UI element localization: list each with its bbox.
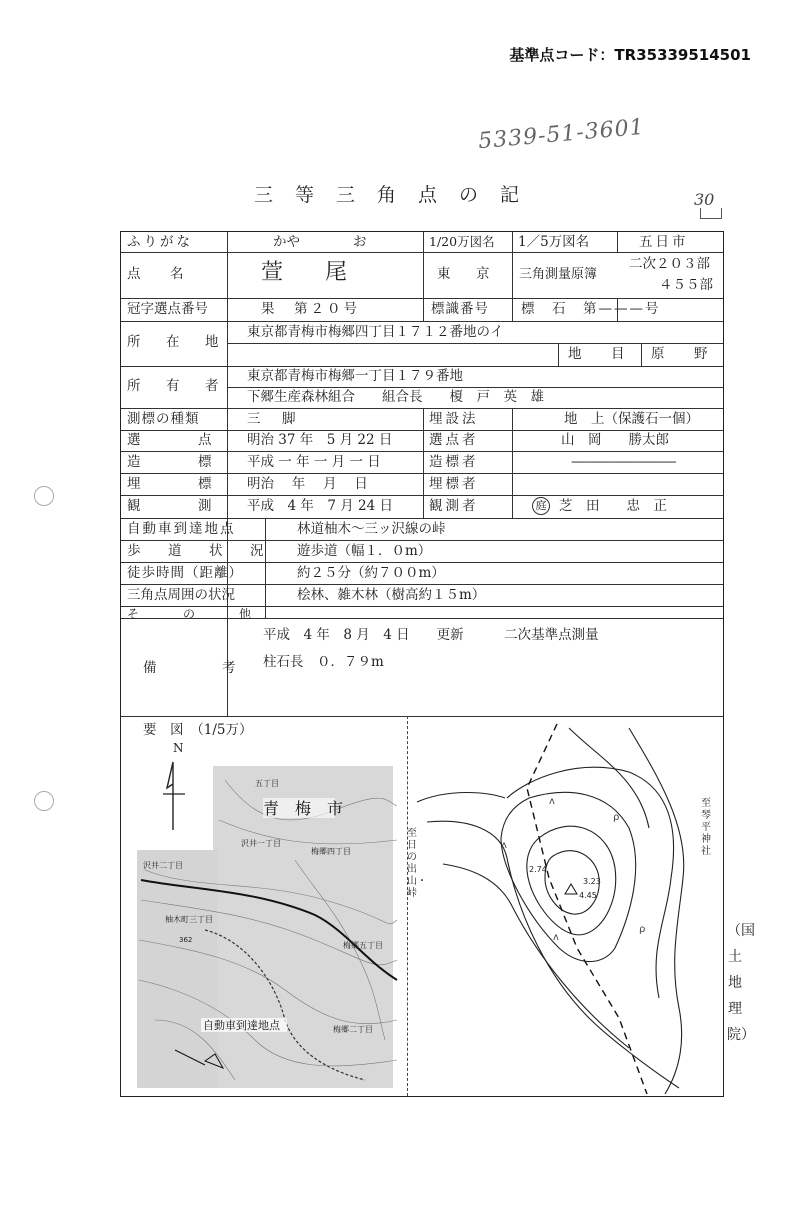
other-label: そ の 他 xyxy=(127,607,268,621)
burier-label: 埋標者 xyxy=(429,476,479,492)
selection-date: 明治 37 年 5 月 22 日 xyxy=(247,432,393,448)
left-road-label: 至日の出山・峠 xyxy=(407,828,427,899)
map5-label: 1／5万図名 xyxy=(518,234,590,250)
point-name-value: 萱 尾 xyxy=(261,260,358,285)
city-label: 青 梅 市 xyxy=(263,799,344,818)
owner-value-2: 下郷生産森林組合 組合長 榎 戸 英 雄 xyxy=(247,389,544,405)
observation-date: 平成 4 年 7 月 24 日 xyxy=(247,498,394,514)
furigana-value-2: お xyxy=(353,234,367,250)
walk-time-label: 徒歩時間（距離） xyxy=(127,565,243,581)
kanji-label: 冠字選点番号 xyxy=(127,301,208,317)
north-arrow-icon xyxy=(163,762,185,830)
observer-seal-icon: 庭 xyxy=(532,497,550,515)
ledger-value-2: ４５５部 xyxy=(659,277,713,293)
construction-label: 造 標 xyxy=(127,454,234,470)
map20-label: 1/20万図名 xyxy=(429,234,495,249)
surroundings-value: 桧林、雑木林（樹高約１５m） xyxy=(297,587,486,603)
svg-text:梅郷二丁目: 梅郷二丁目 xyxy=(333,1025,373,1034)
point-name-label: 点 名 xyxy=(127,266,192,282)
ledger-value-1: 二次２０３部 xyxy=(629,256,710,272)
burial-date: 明治 年 月 日 xyxy=(247,476,368,492)
location-label: 所 在 地 xyxy=(127,334,225,350)
observer-label: 観測者 xyxy=(429,498,479,514)
handwritten-number: 5339-51-3601 xyxy=(477,114,646,155)
svg-text:ʌ: ʌ xyxy=(501,840,507,851)
remarks-line-2: 柱石長 ０．７９m xyxy=(263,654,384,670)
svg-text:2.74: 2.74 xyxy=(529,865,547,874)
furigana-value-1: かや xyxy=(273,234,300,250)
svg-text:ʌ: ʌ xyxy=(549,796,555,807)
trail-value: 遊歩道（幅１．０m） xyxy=(297,543,432,559)
map5-value: 五日市 xyxy=(639,234,689,250)
remarks-label: 備 考 xyxy=(143,660,262,676)
svg-text:4.45: 4.45 xyxy=(579,891,597,900)
marker-type-label: 測標の種類 xyxy=(127,411,200,427)
north-label: N xyxy=(173,741,184,755)
sign-number-label: 標識番号 xyxy=(431,301,489,317)
selector-label: 選点者 xyxy=(429,432,479,448)
svg-text:柚木町三丁目: 柚木町三丁目 xyxy=(165,915,213,924)
location-map xyxy=(135,740,403,1090)
document-title: 三等三角点の記 xyxy=(253,184,541,206)
location-value: 東京都青梅市梅郷四丁目１７１２番地のイ xyxy=(247,324,504,340)
burial-label: 埋 標 xyxy=(127,476,234,492)
furigana-label: ふりがな xyxy=(127,234,193,250)
land-type-value: 原 野 xyxy=(651,346,716,362)
record-form xyxy=(120,231,724,1097)
svg-text:沢井二丁目: 沢井二丁目 xyxy=(143,861,183,870)
observer-value: 芝 田 忠 正 xyxy=(559,498,667,514)
map20-value: 東 京 xyxy=(437,266,496,282)
selection-label: 選 点 xyxy=(127,432,234,448)
sign-number-value: 標 石 第———号 xyxy=(521,301,661,317)
burial-method-label: 埋設法 xyxy=(429,411,479,427)
map-heading: 要 図 （1/5万） xyxy=(143,722,253,738)
car-point-map-label: 自動車到達地点 xyxy=(203,1019,280,1032)
institute-label: （国土地理院） xyxy=(727,923,755,1043)
trail-label: 歩 道 状 況 xyxy=(127,543,271,559)
svg-text:梅郷四丁目: 梅郷四丁目 xyxy=(311,847,351,856)
svg-text:3.23: 3.23 xyxy=(583,877,601,886)
car-point-label: 自動車到達地点 xyxy=(127,521,236,537)
svg-text:ρ: ρ xyxy=(613,812,620,823)
kanji-value: 果 第２０号 xyxy=(261,301,360,317)
svg-text:梅郷五丁目: 梅郷五丁目 xyxy=(343,941,383,950)
svg-text:ρ: ρ xyxy=(639,924,646,935)
svg-text:沢井一丁目: 沢井一丁目 xyxy=(241,839,281,848)
right-road-label: 至琴平神社 xyxy=(701,798,711,857)
corner-number: 30 xyxy=(694,190,715,209)
owner-label: 所 有 者 xyxy=(127,378,225,394)
svg-text:ʌ: ʌ xyxy=(553,932,559,943)
svg-text:五丁目: 五丁目 xyxy=(255,779,279,788)
owner-value-1: 東京都青梅市梅郷一丁目１７９番地 xyxy=(247,368,463,384)
car-point-value: 林道柚木〜三ッ沢線の峠 xyxy=(297,521,446,537)
constructor-value: ————————— xyxy=(571,454,675,470)
corner-bracket xyxy=(700,208,722,219)
constructor-label: 造標者 xyxy=(429,454,479,470)
land-type-label: 地 目 xyxy=(568,346,633,362)
sketch-map xyxy=(409,718,721,1096)
observation-label: 観 測 xyxy=(127,498,234,514)
walk-time-value: 約２５分（約７００m） xyxy=(297,565,445,581)
burial-method-value: 地 上（保護石一個） xyxy=(564,411,699,427)
construction-date: 平成 一 年 一 月 一 日 xyxy=(247,454,381,470)
surroundings-label: 三角点周囲の状況 xyxy=(127,587,235,603)
remarks-line-1: 平成 4 年 8 月 4 日 更新 二次基準点測量 xyxy=(263,627,599,643)
ledger-label: 三角測量原簿 xyxy=(519,267,598,282)
punch-hole-bottom xyxy=(34,791,54,811)
punch-hole-top xyxy=(34,486,54,506)
svg-text:362: 362 xyxy=(179,936,193,944)
reference-point-code: 基準点コード：TR35339514501 xyxy=(509,46,751,64)
marker-type-value: 三 脚 xyxy=(247,411,300,427)
selector-value: 山 岡 勝太郎 xyxy=(561,432,669,448)
